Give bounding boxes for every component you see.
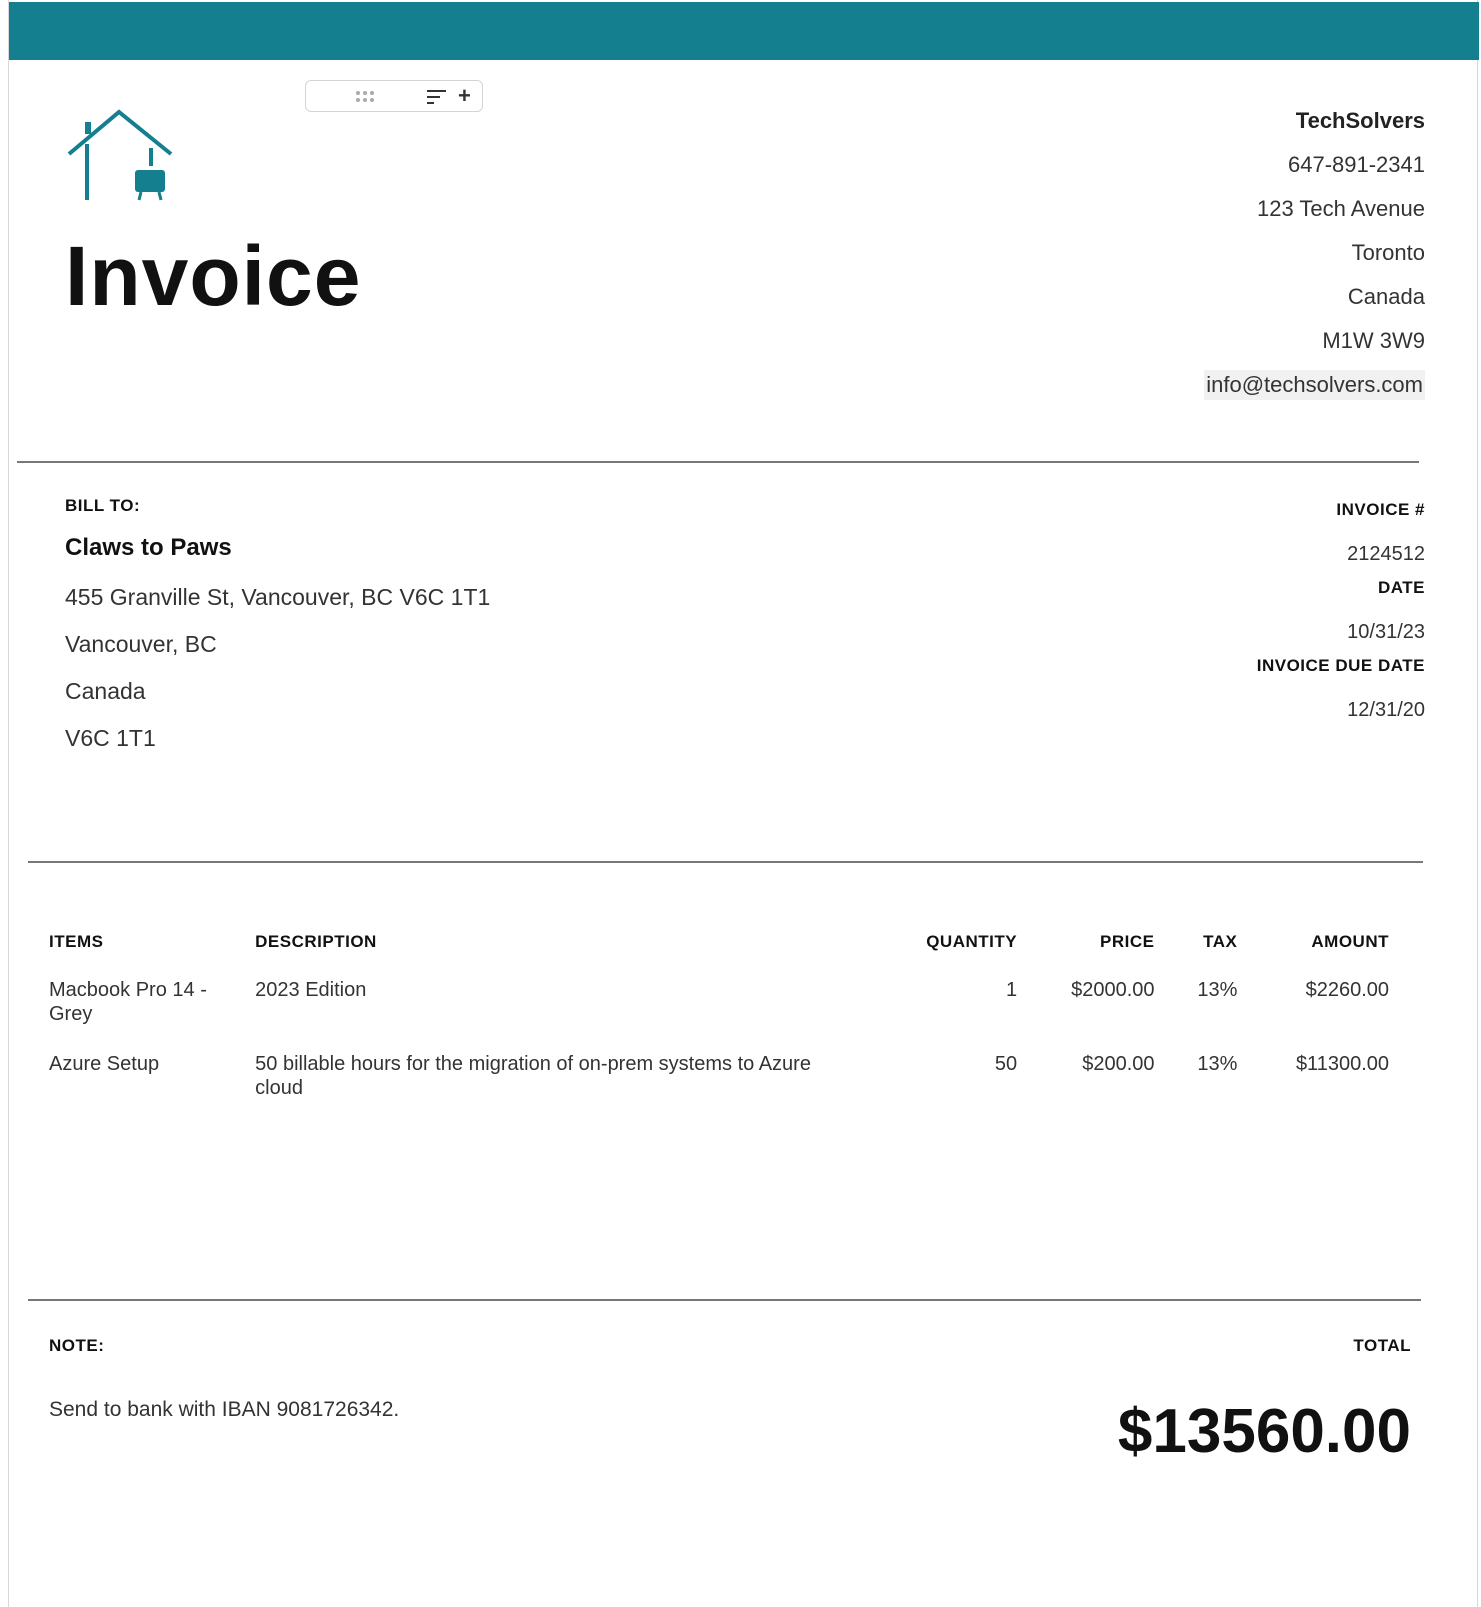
invoice-date-label: DATE [1377,578,1425,597]
client-postal: V6C 1T1 [65,725,156,751]
invoice-meta [1257,496,1425,730]
table-header-row [49,928,1389,978]
add-block-button[interactable]: + [458,83,471,108]
note-text: Send to bank with IBAN 9081726342. [49,1398,400,1421]
divider [17,461,1419,463]
header-price: PRICE [1100,932,1155,951]
table-row [49,978,1389,1052]
row-price: $200.00 [1082,1053,1155,1075]
row-tax: 13% [1197,979,1238,1001]
company-email[interactable]: info@techsolvers.com [1204,370,1425,400]
invoice-number-label: INVOICE # [1336,500,1425,519]
bill-to-label: BILL TO: [65,496,141,515]
invoice-due-date: 12/31/20 [1347,699,1425,721]
company-phone: 647-891-2341 [1287,152,1425,177]
company-country: Canada [1347,284,1425,309]
items-table [49,928,1389,1126]
house-logo-icon [67,108,179,209]
row-amount: $11300.00 [1295,1053,1389,1075]
divider [28,861,1423,863]
header-accent-bar [9,2,1479,60]
invoice-number: 2124512 [1347,543,1425,565]
header-tax: TAX [1203,932,1238,951]
row-tax: 13% [1197,1053,1238,1075]
header-quantity: QUANTITY [926,932,1018,951]
row-item: Azure Setup [49,1053,160,1075]
row-quantity: 50 [994,1053,1018,1075]
document-title: Invoice [65,229,362,323]
table-row [49,1052,1389,1126]
row-quantity: 1 [1005,979,1018,1001]
client-name: Claws to Paws [65,534,232,561]
note-label: NOTE: [49,1336,105,1355]
client-country: Canada [65,678,146,704]
company-name: TechSolvers [1295,108,1425,133]
drag-handle-icon[interactable] [354,89,378,110]
header-description: DESCRIPTION [255,932,377,951]
client-address: 455 Granville St, Vancouver, BC V6C 1T1 [65,584,491,610]
invoice-date: 10/31/23 [1347,621,1425,643]
header-amount: AMOUNT [1311,932,1389,951]
client-city: Vancouver, BC [65,631,217,657]
total-label: TOTAL [1353,1336,1411,1355]
company-block [1204,106,1425,414]
header-items: ITEMS [49,932,104,951]
row-price: $2000.00 [1071,979,1155,1001]
row-description: 50 billable hours for the migration of on-prem systems to Azure cloud [255,1053,811,1099]
invoice-due-label: INVOICE DUE DATE [1256,656,1425,675]
divider [28,1299,1421,1301]
total-amount: $13560.00 [1117,1397,1411,1466]
row-description: 2023 Edition [255,979,367,1001]
sort-icon[interactable] [426,89,448,110]
row-amount: $2260.00 [1305,979,1389,1001]
invoice-page [8,0,1478,1607]
block-toolbar [305,80,483,112]
row-item: Macbook Pro 14 - Grey [49,979,207,1025]
company-postal: M1W 3W9 [1322,328,1425,353]
bill-to-block [65,496,490,762]
company-street: 123 Tech Avenue [1256,196,1425,221]
company-city: Toronto [1351,240,1425,265]
